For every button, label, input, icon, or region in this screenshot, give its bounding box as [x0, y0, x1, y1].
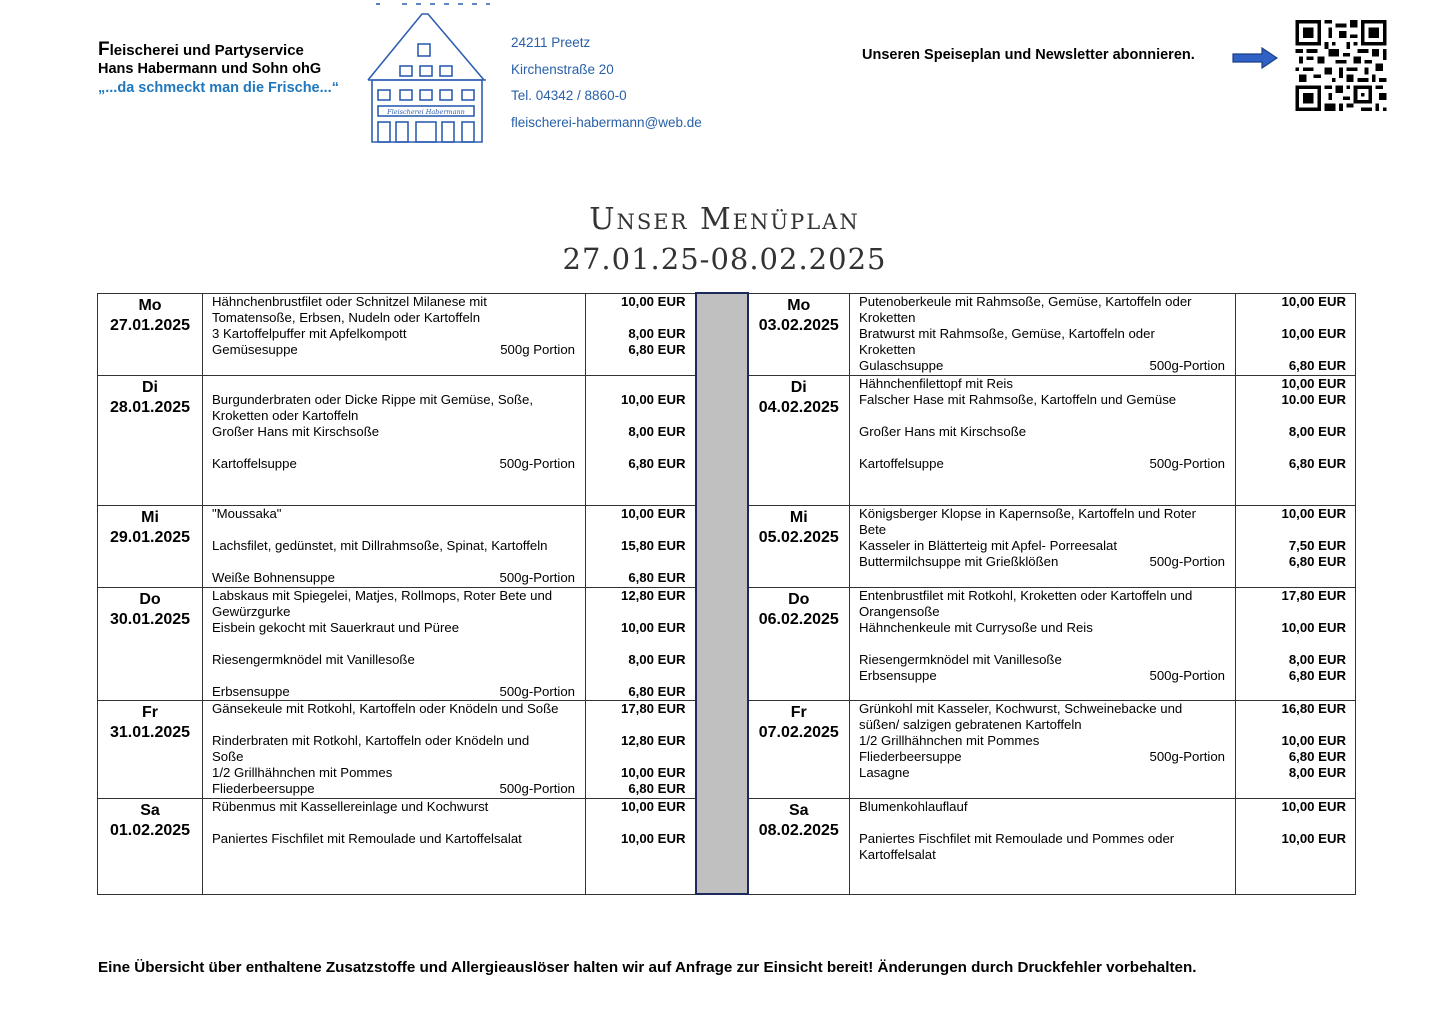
dish-name: Gemüsesuppe — [212, 341, 298, 357]
dish-name: Buttermilchsuppe mit Grießklößen — [859, 553, 1059, 569]
dish-line — [212, 636, 585, 652]
dish-name: Erbsensuppe — [212, 683, 290, 699]
prices-cell — [586, 587, 696, 700]
dishes-cell — [850, 505, 1236, 587]
dish-line — [859, 342, 1235, 358]
dishes-cell — [203, 375, 586, 505]
dishes-cell — [850, 798, 1236, 894]
day-date: 28.01.2025 — [109, 398, 191, 416]
dish-line — [859, 604, 1235, 620]
dish-name: Entenbrustfilet mit Rotkohl, Kroketten oder Kartoffeln und — [859, 587, 1193, 603]
dish-price: 10,00 EUR — [620, 391, 686, 407]
dish-price: 6,80 EUR — [628, 341, 686, 357]
dish-line — [859, 652, 1235, 668]
dish-line — [212, 620, 585, 636]
dish-price: 6,80 EUR — [628, 683, 686, 699]
contact-city: 24211 Preetz — [511, 35, 591, 50]
dish-line — [859, 765, 1235, 781]
dish-price: 10,00 EUR — [620, 830, 686, 846]
dish-line — [859, 310, 1235, 326]
day-cell — [98, 293, 203, 375]
dish-line — [859, 538, 1235, 554]
dish-price — [1236, 604, 1346, 620]
dishes-cell — [850, 587, 1236, 700]
day-cell — [748, 505, 850, 587]
dish-name: Fliederbeersuppe — [212, 780, 315, 796]
dish-line — [212, 506, 585, 522]
portion-size: 500g-Portion — [1149, 553, 1225, 569]
dish-price: 10,00 EUR — [1281, 375, 1346, 391]
weekday: Di — [790, 378, 807, 396]
dish-price: 6,80 EUR — [1288, 553, 1346, 569]
dish-name: Tomatensoße, Erbsen, Nudeln oder Kartoffeln — [212, 309, 481, 325]
column-separator — [696, 587, 748, 700]
dish-name: Riesengermknödel mit Vanillesoße — [859, 651, 1062, 667]
dish-line — [212, 326, 585, 342]
dish-name: Burgunderbraten oder Dicke Rippe mit Gemüse, Soße, — [212, 391, 534, 407]
dish-line — [859, 701, 1235, 717]
menu-row — [98, 505, 1356, 587]
company-name-rest: leischerei und Partyservice — [109, 42, 304, 59]
dish-line — [859, 717, 1235, 733]
dish-name: Bete — [859, 521, 887, 537]
qr-code-icon[interactable] — [1294, 20, 1388, 111]
dish-line — [859, 815, 1235, 831]
portion-size: 500g-Portion — [499, 455, 575, 471]
portion-size: 500g-Portion — [1149, 748, 1225, 764]
dish-price: 10,00 EUR — [1281, 293, 1346, 309]
dish-price: 12,80 EUR — [620, 732, 686, 748]
dish-price — [1236, 440, 1346, 456]
dish-name: Blumenkohlauflauf — [859, 798, 968, 814]
dish-price: 10,00 EUR — [1281, 325, 1346, 341]
dish-name: Riesengermknödel mit Vanillesoße — [212, 651, 415, 667]
dish-line — [212, 799, 585, 815]
dish-name: Gewürzgurke — [212, 603, 291, 619]
dish-price: 10,00 EUR — [620, 293, 686, 309]
dish-line — [212, 424, 585, 440]
dish-price: 8,00 EUR — [628, 325, 686, 341]
dish-name: Soße — [212, 748, 244, 764]
dishes-cell — [203, 293, 586, 375]
dish-name: Eisbein gekocht mit Sauerkraut und Püree — [212, 619, 460, 635]
dish-name: Falscher Hase mit Rahmsoße, Kartoffeln und Gemüse — [859, 391, 1177, 407]
dish-price: 8,00 EUR — [1288, 423, 1346, 439]
weekday: Sa — [788, 801, 809, 819]
dish-line — [859, 847, 1235, 863]
dish-line — [859, 668, 1235, 684]
dish-price: 7,50 EUR — [1288, 537, 1346, 553]
portion-size: 500g-Portion — [499, 683, 575, 699]
dish-line — [859, 588, 1235, 604]
portion-size: 500g Portion — [500, 341, 575, 357]
dish-price — [1236, 408, 1346, 424]
dish-line — [859, 636, 1235, 652]
day-date: 04.02.2025 — [758, 398, 839, 416]
dishes-cell — [850, 293, 1236, 375]
dish-line — [212, 554, 585, 570]
dish-name: Kroketten oder Kartoffeln — [212, 407, 359, 423]
dish-line — [859, 620, 1235, 636]
dish-name: Erbsensuppe — [859, 667, 937, 683]
dish-price — [586, 749, 686, 765]
dish-name: Kasseler in Blätterteig mit Apfel- Porreesalat — [859, 537, 1118, 553]
prices-cell — [1236, 293, 1356, 375]
day-cell — [748, 293, 850, 375]
day-cell — [98, 375, 203, 505]
weekday: Mi — [141, 508, 159, 526]
day-date: 05.02.2025 — [758, 528, 839, 546]
dish-name: Labskaus mit Spiegelei, Matjes, Rollmops, Roter Bete und — [212, 587, 553, 603]
dish-price: 10,00 EUR — [1281, 830, 1346, 846]
day-date: 07.02.2025 — [758, 723, 839, 741]
dish-price: 6,80 EUR — [1288, 667, 1346, 683]
dish-price — [586, 408, 686, 424]
dish-price — [1236, 847, 1346, 863]
prices-cell — [1236, 505, 1356, 587]
dish-line — [859, 440, 1235, 456]
day-cell — [748, 700, 850, 798]
day-date: 08.02.2025 — [758, 821, 839, 839]
dish-line — [859, 376, 1235, 392]
menu-row — [98, 700, 1356, 798]
column-separator — [696, 798, 748, 894]
dish-line — [212, 733, 585, 749]
dish-name: Lachsfilet, gedünstet, mit Dillrahmsoße, Spinat, Kartoffeln — [212, 537, 548, 553]
dish-price: 12,80 EUR — [620, 587, 686, 603]
dish-price: 6,80 EUR — [628, 780, 686, 796]
dish-price: 8,00 EUR — [628, 651, 686, 667]
dish-price — [586, 717, 686, 733]
day-cell — [748, 798, 850, 894]
dish-line — [212, 588, 585, 604]
dish-line — [859, 424, 1235, 440]
weekday: Fr — [790, 703, 807, 721]
day-date: 03.02.2025 — [758, 316, 839, 334]
dish-price — [586, 376, 686, 392]
dish-line — [212, 652, 585, 668]
day-cell — [98, 587, 203, 700]
dish-price — [1236, 342, 1346, 358]
dish-price: 10,00 EUR — [1281, 505, 1346, 521]
dish-price: 10,00 EUR — [1281, 732, 1346, 748]
dish-price — [586, 668, 686, 684]
dish-line — [212, 294, 585, 310]
dish-name: Großer Hans mit Kirschsoße — [859, 423, 1027, 439]
dish-name: Kartoffelsuppe — [212, 455, 297, 471]
dishes-cell — [203, 505, 586, 587]
dish-name: Kroketten — [859, 341, 916, 357]
dish-name: Königsberger Klopse in Kapernsoße, Kartoffeln und Roter — [859, 505, 1196, 521]
footer-note: Eine Übersicht über enthaltene Zusatzstoffe und Allergieauslöser halten wir auf Anfrage zur Einsicht bereit! Änderungen durch Druckfehler vorbehalten. — [98, 959, 1197, 976]
dishes-cell — [203, 798, 586, 894]
dish-name: Gänsekeule mit Rotkohl, Kartoffeln oder Knödeln und Soße — [212, 700, 559, 716]
dish-line — [212, 815, 585, 831]
dish-name: Großer Hans mit Kirschsoße — [212, 423, 380, 439]
day-date: 29.01.2025 — [109, 528, 191, 546]
dish-price: 8,00 EUR — [1288, 651, 1346, 667]
dish-line — [212, 570, 585, 586]
day-date: 31.01.2025 — [109, 723, 191, 741]
shop-house-logo — [362, 2, 490, 146]
dish-price: 10.00 EUR — [1281, 391, 1346, 407]
weekday: Di — [142, 378, 158, 396]
dish-line — [212, 684, 585, 700]
dish-name: Kroketten — [859, 309, 916, 325]
dish-line — [859, 358, 1235, 374]
prices-cell — [1236, 700, 1356, 798]
company-slogan: „...da schmeckt man die Frische...“ — [98, 80, 339, 96]
dish-name: Bratwurst mit Rahmsoße, Gemüse, Kartoffeln oder — [859, 325, 1155, 341]
dish-line — [859, 733, 1235, 749]
day-cell — [98, 505, 203, 587]
dish-price — [586, 440, 686, 456]
prices-cell — [586, 798, 696, 894]
day-date: 30.01.2025 — [109, 610, 191, 628]
dish-name: Kartoffelsalat — [859, 846, 936, 862]
portion-size: 500g-Portion — [1149, 667, 1225, 683]
portion-size: 500g-Portion — [499, 569, 575, 585]
dish-name: Rübenmus mit Kassellereinlage und Kochwurst — [212, 798, 489, 814]
dish-line — [212, 310, 585, 326]
date-range: 27.01.25-08.02.2025 — [562, 242, 887, 276]
dish-price: 8,00 EUR — [628, 423, 686, 439]
dish-line — [859, 522, 1235, 538]
menu-row — [98, 587, 1356, 700]
dish-price — [1236, 717, 1346, 733]
dish-price — [586, 522, 686, 538]
house-sign-text: Fleischerei Habermann — [387, 108, 465, 116]
company-block — [98, 40, 339, 98]
dish-name: Weiße Bohnensuppe — [212, 569, 335, 585]
dish-price: 10,00 EUR — [620, 764, 686, 780]
dish-line — [859, 749, 1235, 765]
dish-name: Putenoberkeule mit Rahmsoße, Gemüse, Kartoffeln oder — [859, 293, 1192, 309]
dishes-cell — [203, 700, 586, 798]
dish-price — [586, 310, 686, 326]
dish-line — [859, 294, 1235, 310]
dish-line — [212, 781, 585, 797]
dish-name: Kartoffelsuppe — [859, 455, 944, 471]
contact-email[interactable]: fleischerei-habermann@web.de — [511, 114, 702, 130]
dish-price: 15,80 EUR — [620, 537, 686, 553]
menu-row — [98, 798, 1356, 894]
company-initial: F — [98, 39, 110, 60]
weekday: Mo — [138, 296, 162, 314]
prices-cell — [1236, 587, 1356, 700]
dish-name: Hähnchenfilettopf mit Reis — [859, 375, 1013, 391]
company-owner: Hans Habermann und Sohn ohG — [98, 61, 322, 77]
dish-name: Hähnchenkeule mit Currysoße und Reis — [859, 619, 1093, 635]
dish-name: "Moussaka" — [212, 505, 282, 521]
page-title: Unser Menüplan — [589, 202, 860, 237]
dish-price: 6,80 EUR — [1288, 748, 1346, 764]
dish-line — [212, 342, 585, 358]
dish-line — [212, 408, 585, 424]
day-date: 06.02.2025 — [758, 610, 839, 628]
dish-line — [859, 392, 1235, 408]
weekday: Mi — [789, 508, 808, 526]
dish-name: Rinderbraten mit Rotkohl, Kartoffeln oder Knödeln und — [212, 732, 530, 748]
day-date: 27.01.2025 — [109, 316, 191, 334]
column-separator — [696, 293, 748, 375]
dish-line — [212, 765, 585, 781]
dish-price: 10,00 EUR — [620, 619, 686, 635]
dish-line — [212, 604, 585, 620]
dish-line — [212, 392, 585, 408]
dish-price — [1236, 636, 1346, 652]
weekday: Fr — [142, 703, 158, 721]
dish-price — [1236, 815, 1346, 831]
dishes-cell — [850, 700, 1236, 798]
dish-line — [212, 717, 585, 733]
dish-price: 6,80 EUR — [1288, 455, 1346, 471]
portion-size: 500g-Portion — [1149, 357, 1225, 373]
menu-row — [98, 293, 1356, 375]
dish-price: 17,80 EUR — [620, 700, 686, 716]
dish-price — [586, 815, 686, 831]
column-separator — [696, 375, 748, 505]
prices-cell — [586, 505, 696, 587]
dish-name: 3 Kartoffelpuffer mit Apfelkompott — [212, 325, 407, 341]
day-date: 01.02.2025 — [109, 821, 191, 839]
day-cell — [98, 700, 203, 798]
dish-line — [212, 701, 585, 717]
dish-price — [586, 636, 686, 652]
column-separator — [696, 700, 748, 798]
dish-line — [212, 376, 585, 392]
dish-line — [212, 538, 585, 554]
dish-price: 10,00 EUR — [620, 505, 686, 521]
dish-price: 17,80 EUR — [1281, 587, 1346, 603]
dish-name: Paniertes Fischfilet mit Remoulade und Pommes oder — [859, 830, 1175, 846]
portion-size: 500g-Portion — [1149, 455, 1225, 471]
dish-line — [859, 456, 1235, 472]
menu-row — [98, 375, 1356, 505]
dish-price: 6,80 EUR — [628, 455, 686, 471]
weekday: Sa — [140, 801, 160, 819]
column-separator — [696, 505, 748, 587]
dish-line — [212, 440, 585, 456]
dish-line — [859, 326, 1235, 342]
dish-price: 10,00 EUR — [620, 798, 686, 814]
dish-price: 6,80 EUR — [628, 569, 686, 585]
prices-cell — [586, 293, 696, 375]
menu-table — [97, 292, 1356, 895]
portion-size: 500g-Portion — [499, 780, 575, 796]
weekday: Do — [788, 590, 810, 608]
day-cell — [748, 375, 850, 505]
contact-phone: Tel. 04342 / 8860-0 — [511, 88, 627, 103]
dish-price: 8,00 EUR — [1288, 764, 1346, 780]
dish-name: Orangensoße — [859, 603, 940, 619]
dish-name: süßen/ salzigen gebratenen Kartoffeln — [859, 716, 1082, 732]
dish-line — [859, 506, 1235, 522]
dishes-cell — [850, 375, 1236, 505]
arrow-right-icon — [1232, 47, 1278, 69]
dish-name: 1/2 Grillhähnchen mit Pommes — [859, 732, 1040, 748]
prices-cell — [586, 700, 696, 798]
dish-price: 10,00 EUR — [1281, 798, 1346, 814]
dish-name: Lasagne — [859, 764, 910, 780]
dish-line — [859, 799, 1235, 815]
dish-name: Grünkohl mit Kasseler, Kochwurst, Schweinebacke und — [859, 700, 1183, 716]
day-cell — [98, 798, 203, 894]
dish-name: Paniertes Fischfilet mit Remoulade und Kartoffelsalat — [212, 830, 522, 846]
weekday: Do — [139, 590, 161, 608]
weekday: Mo — [787, 296, 811, 314]
dish-line — [212, 522, 585, 538]
dish-price: 16,80 EUR — [1281, 700, 1346, 716]
dish-price — [1236, 310, 1346, 326]
dish-price — [1236, 522, 1346, 538]
dish-name: Fliederbeersuppe — [859, 748, 962, 764]
company-name — [98, 40, 339, 60]
contact-street: Kirchenstraße 20 — [511, 61, 614, 77]
dish-line — [212, 749, 585, 765]
prices-cell — [1236, 375, 1356, 505]
dish-name: Hähnchenbrustfilet oder Schnitzel Milanese mit — [212, 293, 487, 309]
dish-line — [859, 831, 1235, 847]
dishes-cell — [203, 587, 586, 700]
dish-line — [859, 554, 1235, 570]
dish-price — [586, 554, 686, 570]
dish-line — [212, 831, 585, 847]
dish-line — [859, 408, 1235, 424]
dish-line — [212, 456, 585, 472]
dish-price — [586, 604, 686, 620]
dish-line — [212, 668, 585, 684]
prices-cell — [586, 375, 696, 505]
dish-price: 6,80 EUR — [1288, 357, 1346, 373]
dish-name: Gulaschsuppe — [859, 357, 944, 373]
day-cell — [748, 587, 850, 700]
dish-price: 10,00 EUR — [1281, 619, 1346, 635]
subscribe-text: Unseren Speiseplan und Newsletter abonnieren. — [862, 47, 1195, 63]
contact-block — [511, 30, 702, 136]
dish-name: 1/2 Grillhähnchen mit Pommes — [212, 764, 393, 780]
prices-cell — [1236, 798, 1356, 894]
